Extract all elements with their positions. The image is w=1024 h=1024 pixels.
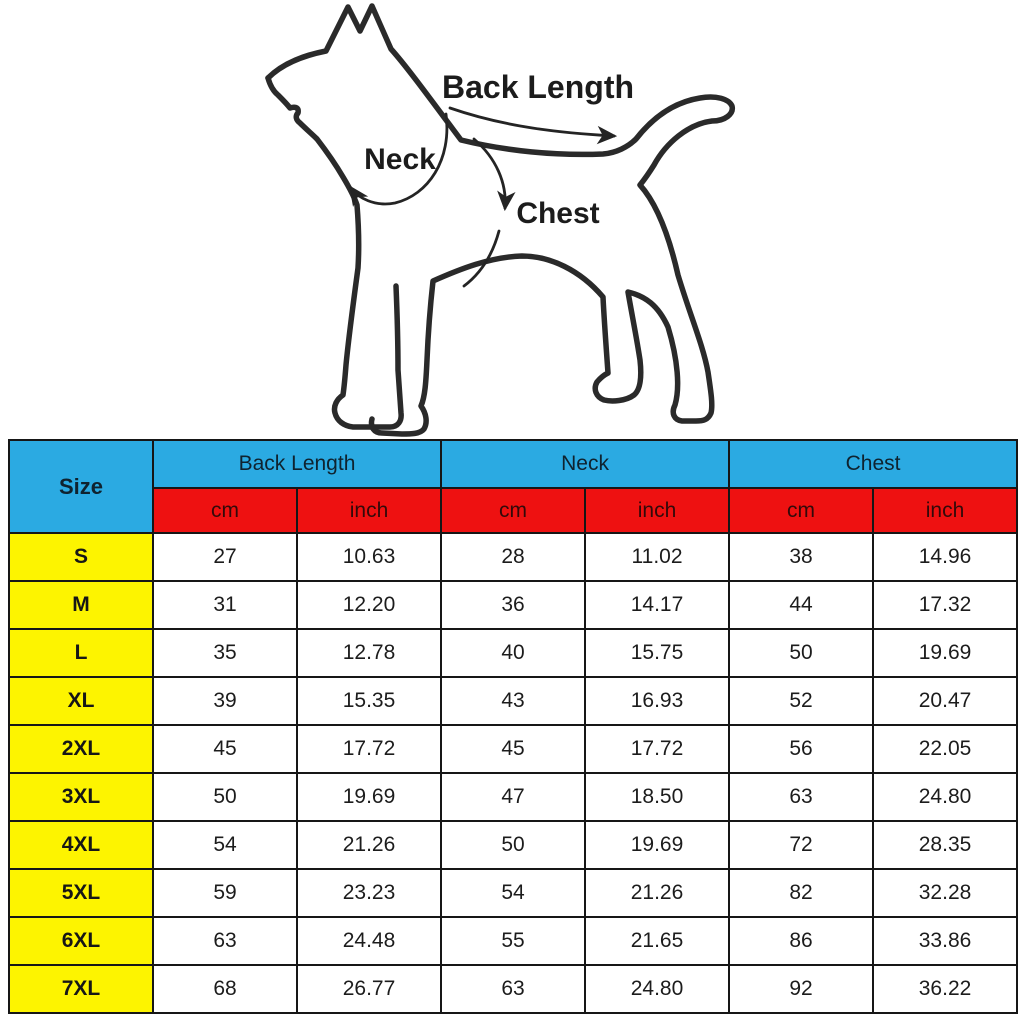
group-header-row xyxy=(9,440,1017,488)
value-cell: 68 xyxy=(153,965,297,1013)
value-cell: 21.26 xyxy=(297,821,441,869)
neck-cm-header: cm xyxy=(441,488,585,533)
chest-inch-header: inch xyxy=(873,488,1017,533)
value-cell: 50 xyxy=(441,821,585,869)
size-cell: M xyxy=(9,581,153,629)
value-cell: 32.28 xyxy=(873,869,1017,917)
value-cell: 82 xyxy=(729,869,873,917)
size-cell: L xyxy=(9,629,153,677)
value-cell: 33.86 xyxy=(873,917,1017,965)
value-cell: 16.93 xyxy=(585,677,729,725)
dog-head-chest-foreleg-outline xyxy=(268,78,401,427)
size-cell: XL xyxy=(9,677,153,725)
table-row-3xl xyxy=(9,773,1017,821)
value-cell: 45 xyxy=(441,725,585,773)
value-cell: 38 xyxy=(729,533,873,581)
table-row-6xl xyxy=(9,917,1017,965)
back-length-group-header: Back Length xyxy=(153,440,441,488)
table-row-xl xyxy=(9,677,1017,725)
value-cell: 55 xyxy=(441,917,585,965)
value-cell: 15.75 xyxy=(585,629,729,677)
value-cell: 24.80 xyxy=(873,773,1017,821)
value-cell: 47 xyxy=(441,773,585,821)
value-cell: 54 xyxy=(153,821,297,869)
value-cell: 21.65 xyxy=(585,917,729,965)
value-cell: 17.32 xyxy=(873,581,1017,629)
value-cell: 36 xyxy=(441,581,585,629)
value-cell: 27 xyxy=(153,533,297,581)
table-row-5xl xyxy=(9,869,1017,917)
value-cell: 86 xyxy=(729,917,873,965)
back-inch-header: inch xyxy=(297,488,441,533)
value-cell: 14.96 xyxy=(873,533,1017,581)
value-cell: 59 xyxy=(153,869,297,917)
table-row-l xyxy=(9,629,1017,677)
value-cell: 19.69 xyxy=(585,821,729,869)
value-cell: 28.35 xyxy=(873,821,1017,869)
value-cell: 44 xyxy=(729,581,873,629)
value-cell: 15.35 xyxy=(297,677,441,725)
chest-group-header: Chest xyxy=(729,440,1017,488)
value-cell: 72 xyxy=(729,821,873,869)
value-cell: 11.02 xyxy=(585,533,729,581)
size-cell: S xyxy=(9,533,153,581)
back-length-arrow xyxy=(450,108,614,136)
value-cell: 12.20 xyxy=(297,581,441,629)
value-cell: 24.80 xyxy=(585,965,729,1013)
size-chart-table xyxy=(8,439,1018,1014)
value-cell: 19.69 xyxy=(873,629,1017,677)
value-cell: 18.50 xyxy=(585,773,729,821)
size-column-header: Size xyxy=(9,440,153,533)
table-row-2xl xyxy=(9,725,1017,773)
unit-header-row xyxy=(9,488,1017,533)
size-cell: 5XL xyxy=(9,869,153,917)
value-cell: 17.72 xyxy=(585,725,729,773)
value-cell: 50 xyxy=(729,629,873,677)
value-cell: 22.05 xyxy=(873,725,1017,773)
neck-group-header: Neck xyxy=(441,440,729,488)
value-cell: 14.17 xyxy=(585,581,729,629)
value-cell: 50 xyxy=(153,773,297,821)
size-cell: 3XL xyxy=(9,773,153,821)
table-row-7xl xyxy=(9,965,1017,1013)
value-cell: 92 xyxy=(729,965,873,1013)
value-cell: 36.22 xyxy=(873,965,1017,1013)
value-cell: 17.72 xyxy=(297,725,441,773)
value-cell: 31 xyxy=(153,581,297,629)
value-cell: 54 xyxy=(441,869,585,917)
value-cell: 35 xyxy=(153,629,297,677)
value-cell: 52 xyxy=(729,677,873,725)
value-cell: 63 xyxy=(153,917,297,965)
chest-cm-header: cm xyxy=(729,488,873,533)
value-cell: 21.26 xyxy=(585,869,729,917)
value-cell: 20.47 xyxy=(873,677,1017,725)
size-cell: 2XL xyxy=(9,725,153,773)
value-cell: 39 xyxy=(153,677,297,725)
value-cell: 24.48 xyxy=(297,917,441,965)
dog-measurement-diagram xyxy=(0,0,1024,439)
value-cell: 43 xyxy=(441,677,585,725)
value-cell: 19.69 xyxy=(297,773,441,821)
back-cm-header: cm xyxy=(153,488,297,533)
value-cell: 12.78 xyxy=(297,629,441,677)
value-cell: 26.77 xyxy=(297,965,441,1013)
table-row-4xl xyxy=(9,821,1017,869)
value-cell: 23.23 xyxy=(297,869,441,917)
value-cell: 63 xyxy=(729,773,873,821)
value-cell: 40 xyxy=(441,629,585,677)
value-cell: 45 xyxy=(153,725,297,773)
value-cell: 10.63 xyxy=(297,533,441,581)
value-cell: 28 xyxy=(441,533,585,581)
value-cell: 56 xyxy=(729,725,873,773)
back-length-label: Back Length xyxy=(441,69,635,105)
size-cell: 7XL xyxy=(9,965,153,1013)
neck-label: Neck xyxy=(364,143,436,176)
value-cell: 63 xyxy=(441,965,585,1013)
size-cell: 4XL xyxy=(9,821,153,869)
table-row-m xyxy=(9,581,1017,629)
chest-label: Chest xyxy=(516,197,600,230)
table-row-s xyxy=(9,533,1017,581)
size-cell: 6XL xyxy=(9,917,153,965)
neck-inch-header: inch xyxy=(585,488,729,533)
